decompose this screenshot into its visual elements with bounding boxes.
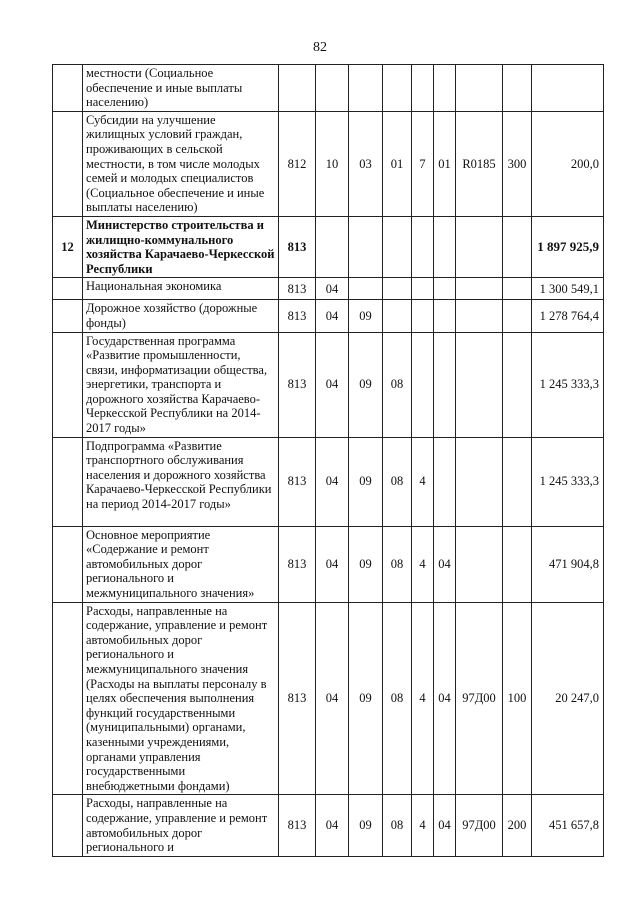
measure-code: [434, 332, 456, 437]
subprogram-code: [412, 216, 434, 277]
measure-code: 01: [434, 111, 456, 216]
ministry-code: 813: [279, 216, 316, 277]
table-row: [53, 216, 604, 277]
subsection-code: 09: [349, 437, 383, 526]
section-code: 04: [316, 300, 349, 332]
subsection-code: 09: [349, 795, 383, 856]
subprogram-code: 4: [412, 526, 434, 602]
amount: 451 657,8: [532, 795, 604, 856]
budget-table: [52, 64, 604, 857]
row-number: [53, 795, 83, 856]
direction-code: [456, 278, 503, 300]
subsection-code: 09: [349, 602, 383, 795]
direction-code: R0185: [456, 111, 503, 216]
expense-type-code: [503, 526, 532, 602]
ministry-code: 813: [279, 602, 316, 795]
table-row: [53, 332, 604, 437]
amount: 471 904,8: [532, 526, 604, 602]
amount: 1 278 764,4: [532, 300, 604, 332]
direction-code: 97Д00: [456, 795, 503, 856]
direction-code: [456, 65, 503, 112]
section-code: 04: [316, 437, 349, 526]
ministry-code: 813: [279, 526, 316, 602]
table-row: [53, 795, 604, 856]
row-number: [53, 602, 83, 795]
amount: 200,0: [532, 111, 604, 216]
measure-code: 04: [434, 795, 456, 856]
subsection-code: [349, 216, 383, 277]
expense-type-code: 100: [503, 602, 532, 795]
subprogram-code: 4: [412, 795, 434, 856]
subsection-code: 09: [349, 300, 383, 332]
direction-code: [456, 216, 503, 277]
direction-code: [456, 526, 503, 602]
amount: [532, 65, 604, 112]
row-number: [53, 278, 83, 300]
amount: 20 247,0: [532, 602, 604, 795]
subprogram-code: [412, 278, 434, 300]
section-code: 04: [316, 795, 349, 856]
amount: 1 300 549,1: [532, 278, 604, 300]
expense-type-code: [503, 278, 532, 300]
measure-code: [434, 437, 456, 526]
row-name: Дорожное хозяйство (дорожные фонды): [83, 300, 279, 332]
program-code: 08: [383, 602, 412, 795]
ministry-code: 813: [279, 278, 316, 300]
section-code: 04: [316, 332, 349, 437]
table-row: [53, 300, 604, 332]
measure-code: [434, 278, 456, 300]
measure-code: [434, 65, 456, 112]
ministry-code: 813: [279, 300, 316, 332]
table-row: [53, 437, 604, 526]
row-name: Субсидии на улучшение жилищных условий граждан, проживающих в сельской местности, в том числе молодых семей и молодых специалистов (Социальное обеспечение и иные выплаты населению): [83, 111, 279, 216]
measure-code: 04: [434, 526, 456, 602]
row-number: [53, 332, 83, 437]
program-code: 08: [383, 795, 412, 856]
page-number: 82: [313, 40, 327, 55]
row-number: [53, 111, 83, 216]
expense-type-code: 200: [503, 795, 532, 856]
amount: 1 245 333,3: [532, 437, 604, 526]
ministry-code: [279, 65, 316, 112]
row-number: 12: [53, 216, 83, 277]
table-row: [53, 526, 604, 602]
program-code: 01: [383, 111, 412, 216]
amount: 1 245 333,3: [532, 332, 604, 437]
row-number: [53, 300, 83, 332]
row-name: Расходы, направленные на содержание, управление и ремонт автомобильных дорог регионального и: [83, 795, 279, 856]
section-code: 04: [316, 526, 349, 602]
expense-type-code: 300: [503, 111, 532, 216]
amount: 1 897 925,9: [532, 216, 604, 277]
expense-type-code: [503, 216, 532, 277]
ministry-code: 813: [279, 795, 316, 856]
measure-code: [434, 216, 456, 277]
program-code: 08: [383, 332, 412, 437]
subprogram-code: [412, 300, 434, 332]
row-number: [53, 437, 83, 526]
subprogram-code: [412, 65, 434, 112]
row-name: Государственная программа «Развитие промышленности, связи, информатизации общества, энергетики, транспорта и дорожного хозяйства Карачаево-Черкесской Республики на 2014-2017 годы»: [83, 332, 279, 437]
table-row: [53, 278, 604, 300]
section-code: [316, 65, 349, 112]
expense-type-code: [503, 300, 532, 332]
subprogram-code: [412, 332, 434, 437]
measure-code: [434, 300, 456, 332]
subprogram-code: 4: [412, 437, 434, 526]
table-row: [53, 111, 604, 216]
subsection-code: 09: [349, 526, 383, 602]
direction-code: [456, 332, 503, 437]
table-row: [53, 602, 604, 795]
row-name: Расходы, направленные на содержание, управление и ремонт автомобильных дорог регионального и межмуниципального значения (Расходы на выплаты персоналу в целях обеспечения выполнения функций государственными (муниципальными) органами, казенными учреждениями, органами управления государственными внебюджетными фондами): [83, 602, 279, 795]
direction-code: [456, 300, 503, 332]
program-code: [383, 216, 412, 277]
program-code: [383, 300, 412, 332]
ministry-code: 812: [279, 111, 316, 216]
row-number: [53, 526, 83, 602]
row-name: Министерство строительства и жилищно-коммунального хозяйства Карачаево-Черкесской Республики: [83, 216, 279, 277]
row-name: местности (Социальное обеспечение и иные выплаты населению): [83, 65, 279, 112]
row-name: Национальная экономика: [83, 278, 279, 300]
section-code: [316, 216, 349, 277]
section-code: 04: [316, 278, 349, 300]
row-name: Подпрограмма «Развитие транспортного обслуживания населения и дорожного хозяйства Карачаево-Черкесской Республики на период 2014-2017 годы»: [83, 437, 279, 526]
program-code: [383, 65, 412, 112]
subprogram-code: 4: [412, 602, 434, 795]
expense-type-code: [503, 65, 532, 112]
program-code: 08: [383, 526, 412, 602]
subprogram-code: 7: [412, 111, 434, 216]
section-code: 10: [316, 111, 349, 216]
subsection-code: 09: [349, 332, 383, 437]
subsection-code: [349, 278, 383, 300]
measure-code: 04: [434, 602, 456, 795]
program-code: [383, 278, 412, 300]
row-name: Основное мероприятие «Содержание и ремонт автомобильных дорог регионального и межмуниципального значения»: [83, 526, 279, 602]
expense-type-code: [503, 437, 532, 526]
program-code: 08: [383, 437, 412, 526]
subsection-code: [349, 65, 383, 112]
expense-type-code: [503, 332, 532, 437]
direction-code: [456, 437, 503, 526]
direction-code: 97Д00: [456, 602, 503, 795]
row-number: [53, 65, 83, 112]
subsection-code: 03: [349, 111, 383, 216]
ministry-code: 813: [279, 437, 316, 526]
table-row: [53, 65, 604, 112]
section-code: 04: [316, 602, 349, 795]
ministry-code: 813: [279, 332, 316, 437]
